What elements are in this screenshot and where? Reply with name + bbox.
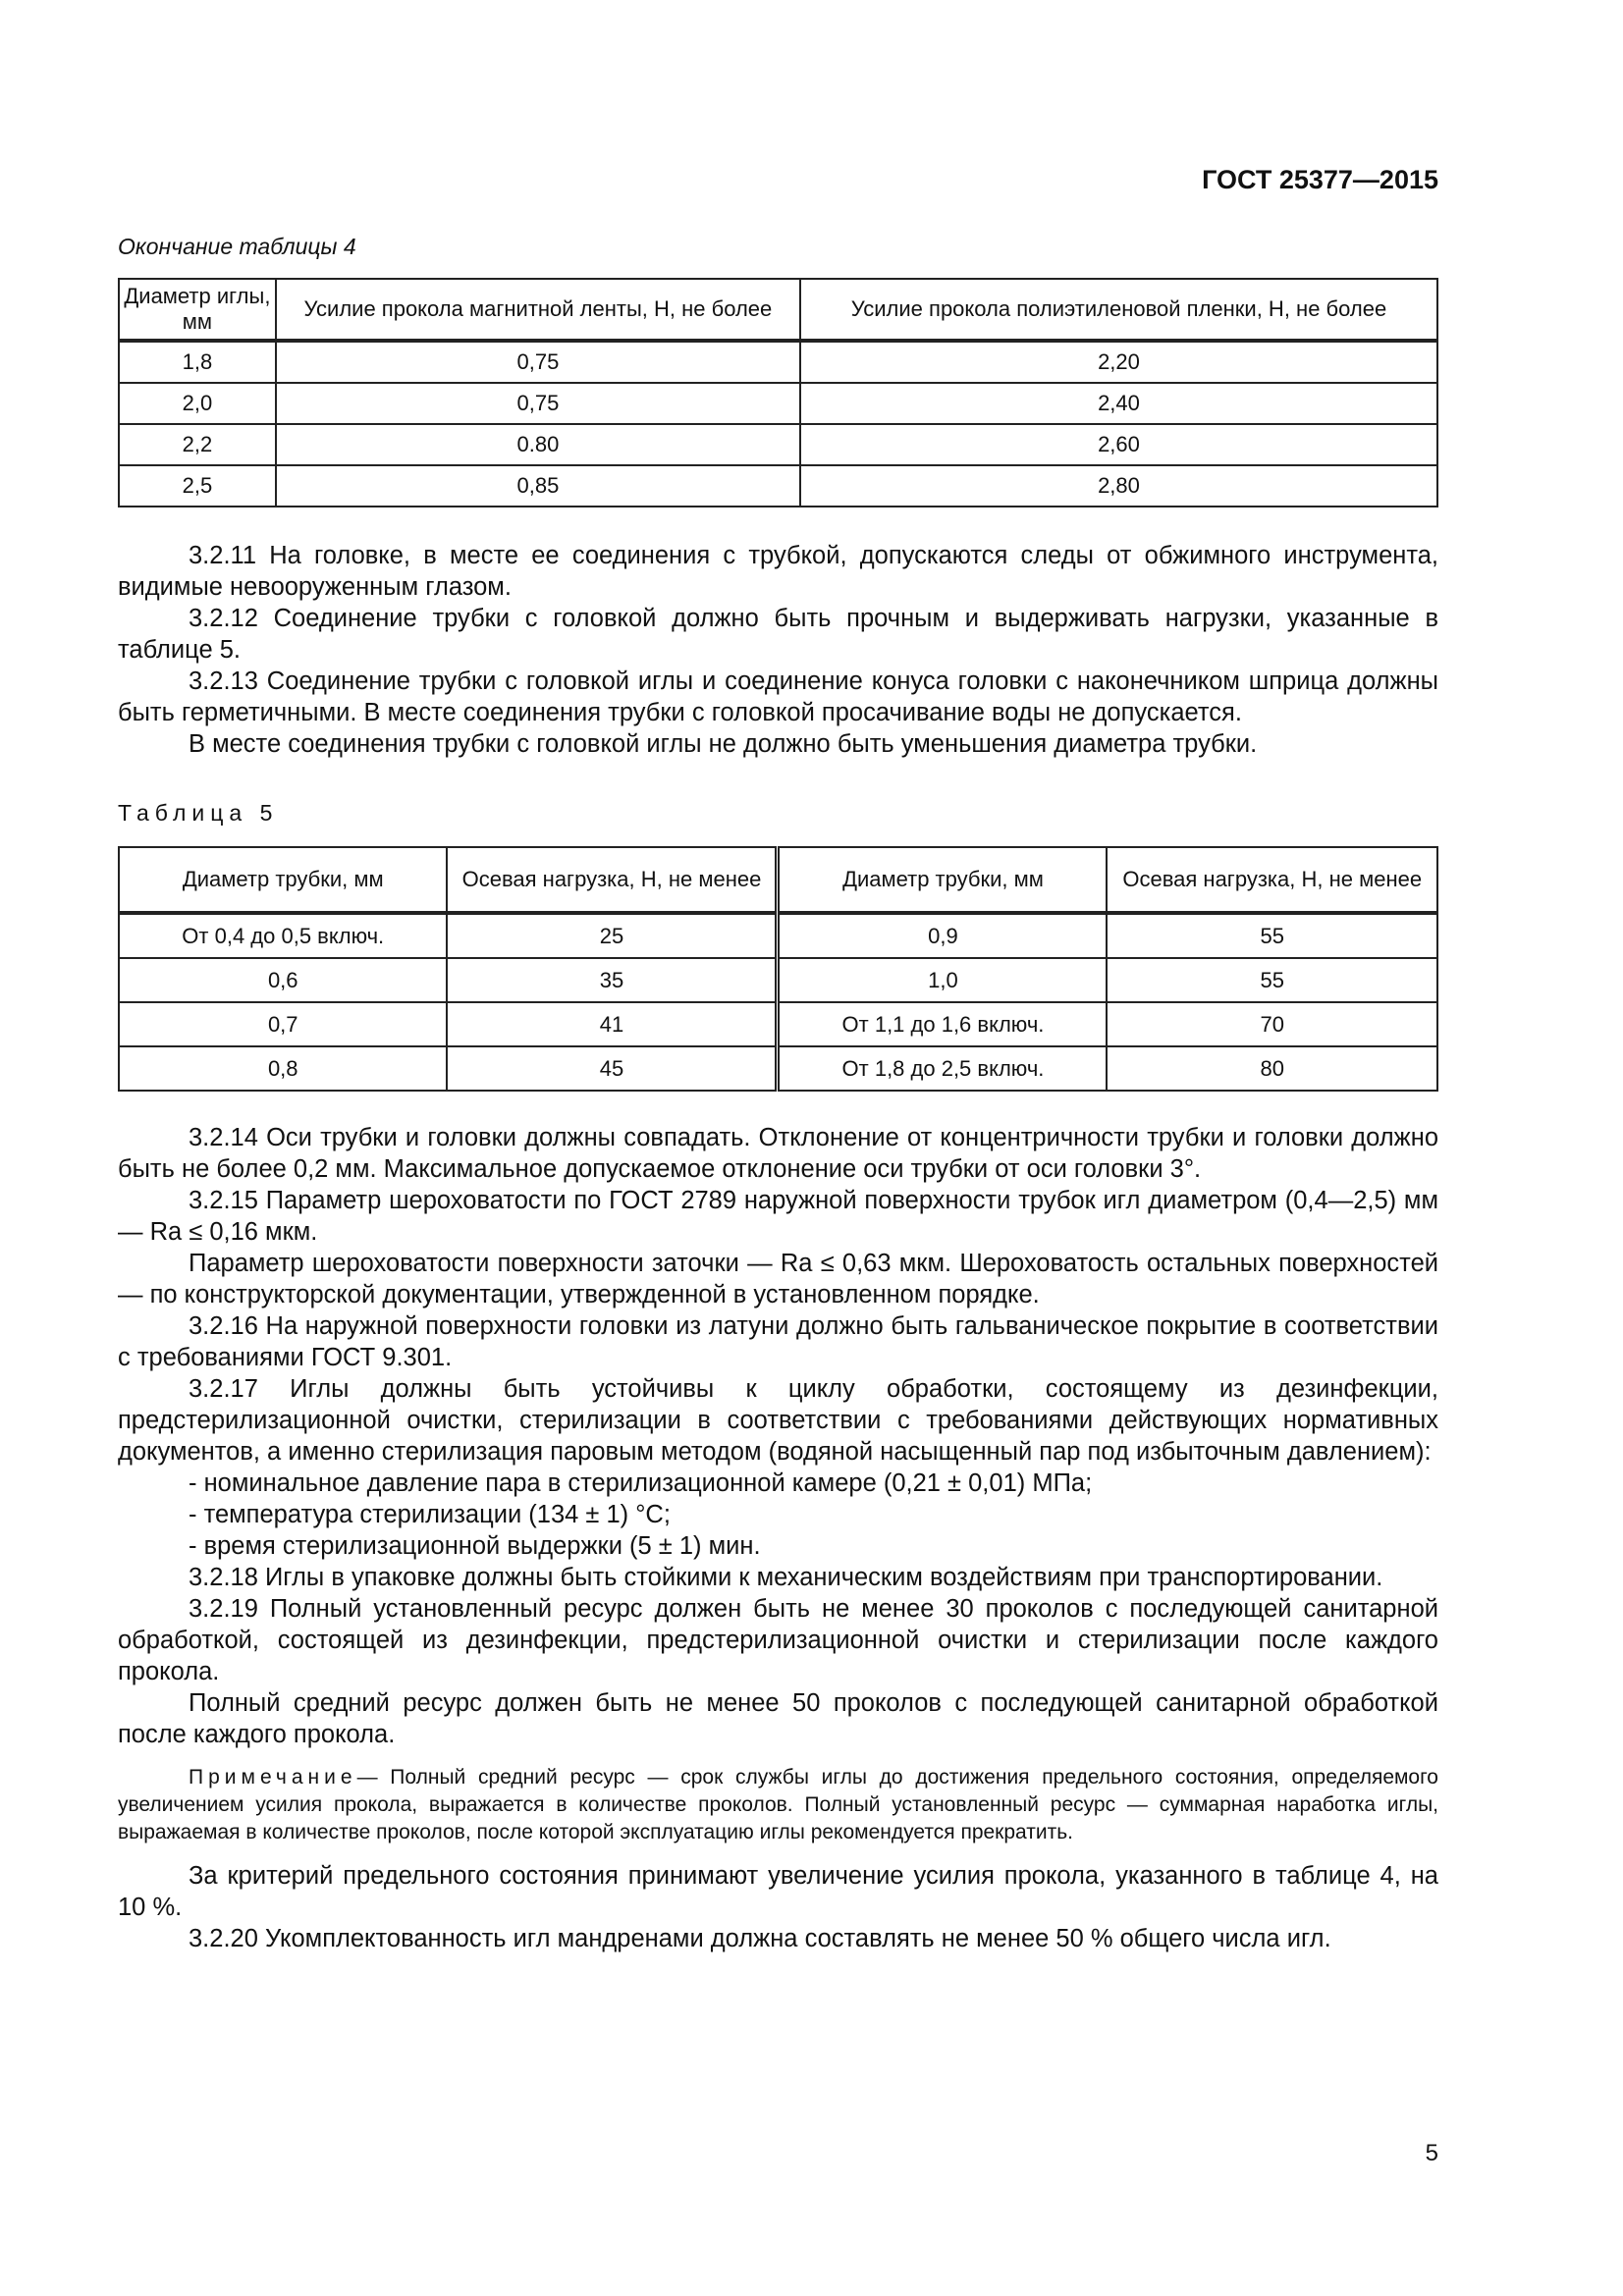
- table5-header-diameter-2: Диаметр трубки, мм: [778, 847, 1107, 913]
- table-row: [119, 424, 1437, 465]
- table-cell: 1,8: [119, 341, 276, 383]
- table-cell: 2,20: [800, 341, 1437, 383]
- paragraph: 3.2.14 Оси трубки и головки должны совпадать. Отклонение от концентричности трубки и головки должно быть не более 0,2 мм. Максимальное допускаемое отклонение оси трубки от оси головки 3°.: [118, 1124, 1438, 1183]
- table-cell: 0,75: [276, 383, 800, 424]
- table-row: [119, 913, 1437, 958]
- table-cell: 0,8: [119, 1046, 447, 1091]
- table-cell: 0,7: [119, 1002, 447, 1046]
- list-item: - температура стерилизации (134 ± 1) °С;: [189, 1501, 671, 1528]
- note: [118, 1764, 1438, 1846]
- table-cell: 55: [1107, 913, 1437, 958]
- table-cell: 0,6: [119, 958, 447, 1002]
- table-cell: 0,85: [276, 465, 800, 507]
- table-cell: 0,9: [778, 913, 1107, 958]
- table-row: [119, 341, 1437, 383]
- table-cell: 2,0: [119, 383, 276, 424]
- table5-caption: Таблица 5: [118, 800, 279, 826]
- paragraph: 3.2.11 На головке, в месте ее соединения с трубкой, допускаются следы от обжимного инструмента, видимые невооруженным глазом.: [118, 542, 1438, 601]
- table4-header-tape-force: Усилие прокола магнитной ленты, Н, не более: [276, 279, 800, 341]
- table5-header-load-2: Осевая нагрузка, Н, не менее: [1107, 847, 1437, 913]
- table-row: [119, 465, 1437, 507]
- table-row: [119, 1002, 1437, 1046]
- document-code: ГОСТ 25377—2015: [1202, 165, 1438, 194]
- table-cell: 2,2: [119, 424, 276, 465]
- table-cell: 45: [447, 1046, 778, 1091]
- table-cell: 35: [447, 958, 778, 1002]
- table-cell: 55: [1107, 958, 1437, 1002]
- paragraph: 3.2.20 Укомплектованность игл мандренами должна составлять не менее 50 % общего числа игл.: [189, 1925, 1331, 1952]
- page-number: 5: [1425, 2140, 1438, 2166]
- paragraph: 3.2.15 Параметр шероховатости по ГОСТ 2789 наружной поверхности трубок игл диаметром (0,4—2,5) мм — Ra ≤ 0,16 мкм.: [118, 1187, 1438, 1246]
- paragraph: 3.2.13 Соединение трубки с головкой иглы и соединение конуса головки с наконечником шприца должны быть герметичными. В месте соединения трубки с головкой просачивание воды не допускается.: [118, 667, 1438, 726]
- note-text: — Полный средний ресурс — срок службы иглы до достижения предельного состояния, определяемого увеличением усилия прокола, выражается в количестве проколов. Полный установленный ресурс — суммарная наработка иглы, выражаемая в количестве проколов, после которой эксплуатацию иглы рекомендуется прекратить.: [118, 1766, 1438, 1843]
- table-cell: 2,40: [800, 383, 1437, 424]
- table-row: [119, 383, 1437, 424]
- text-block-b: [118, 1122, 1438, 1954]
- table4-caption: Окончание таблицы 4: [118, 234, 356, 259]
- table-row: [119, 958, 1437, 1002]
- table-cell: 25: [447, 913, 778, 958]
- paragraph: За критерий предельного состояния принимают увеличение усилия прокола, указанного в таблице 4, на 10 %.: [118, 1862, 1438, 1921]
- table-cell: От 1,1 до 1,6 включ.: [778, 1002, 1107, 1046]
- text-block-a: [118, 540, 1438, 760]
- table5-header-diameter-1: Диаметр трубки, мм: [119, 847, 447, 913]
- table-5: [118, 846, 1438, 1092]
- table-cell: 2,80: [800, 465, 1437, 507]
- table-cell: 70: [1107, 1002, 1437, 1046]
- paragraph: Полный средний ресурс должен быть не менее 50 проколов с последующей санитарной обработкой после каждого прокола.: [118, 1689, 1438, 1748]
- list-item: - номинальное давление пара в стерилизационной камере (0,21 ± 0,01) МПа;: [189, 1469, 1093, 1497]
- table-cell: 1,0: [778, 958, 1107, 1002]
- paragraph: 3.2.16 На наружной поверхности головки из латуни должно быть гальваническое покрытие в соответствии с требованиями ГОСТ 9.301.: [118, 1312, 1438, 1371]
- table-cell: 41: [447, 1002, 778, 1046]
- paragraph: Параметр шероховатости поверхности заточки — Ra ≤ 0,63 мкм. Шероховатость остальных поверхностей — по конструкторской документации, утвержденной в установленном порядке.: [118, 1250, 1438, 1308]
- paragraph: 3.2.17 Иглы должны быть устойчивы к циклу обработки, состоящему из дезинфекции, предстерилизационной очистки, стерилизации в соответствии с требованиями действующих нормативных документов, а именно стерилизация паровым методом (водяной насыщенный пар под избыточным давлением):: [118, 1375, 1438, 1466]
- table-cell: 2,60: [800, 424, 1437, 465]
- table-cell: 0,75: [276, 341, 800, 383]
- paragraph: 3.2.12 Соединение трубки с головкой должно быть прочным и выдерживать нагрузки, указанные в таблице 5.: [118, 605, 1438, 664]
- list-item: - время стерилизационной выдержки (5 ± 1) мин.: [189, 1532, 761, 1560]
- table4-header-diameter: Диаметр иглы, мм: [119, 279, 276, 341]
- table4-header-film-force: Усилие прокола полиэтиленовой пленки, Н, не более: [800, 279, 1437, 341]
- table-cell: 0.80: [276, 424, 800, 465]
- paragraph: 3.2.19 Полный установленный ресурс должен быть не менее 30 проколов с последующей санитарной обработкой, состоящей из дезинфекции, предстерилизационной очистки и стерилизации после каждого прокола.: [118, 1595, 1438, 1685]
- table5-header-load-1: Осевая нагрузка, Н, не менее: [447, 847, 778, 913]
- table-cell: От 0,4 до 0,5 включ.: [119, 913, 447, 958]
- table-cell: 80: [1107, 1046, 1437, 1091]
- table-cell: 2,5: [119, 465, 276, 507]
- table-cell: От 1,8 до 2,5 включ.: [778, 1046, 1107, 1091]
- table-row: [119, 1046, 1437, 1091]
- table-4: [118, 278, 1438, 507]
- paragraph: 3.2.18 Иглы в упаковке должны быть стойкими к механическим воздействиям при транспортировании.: [189, 1564, 1383, 1591]
- paragraph: В месте соединения трубки с головкой иглы не должно быть уменьшения диаметра трубки.: [189, 730, 1258, 758]
- note-label: Примечание: [189, 1766, 357, 1789]
